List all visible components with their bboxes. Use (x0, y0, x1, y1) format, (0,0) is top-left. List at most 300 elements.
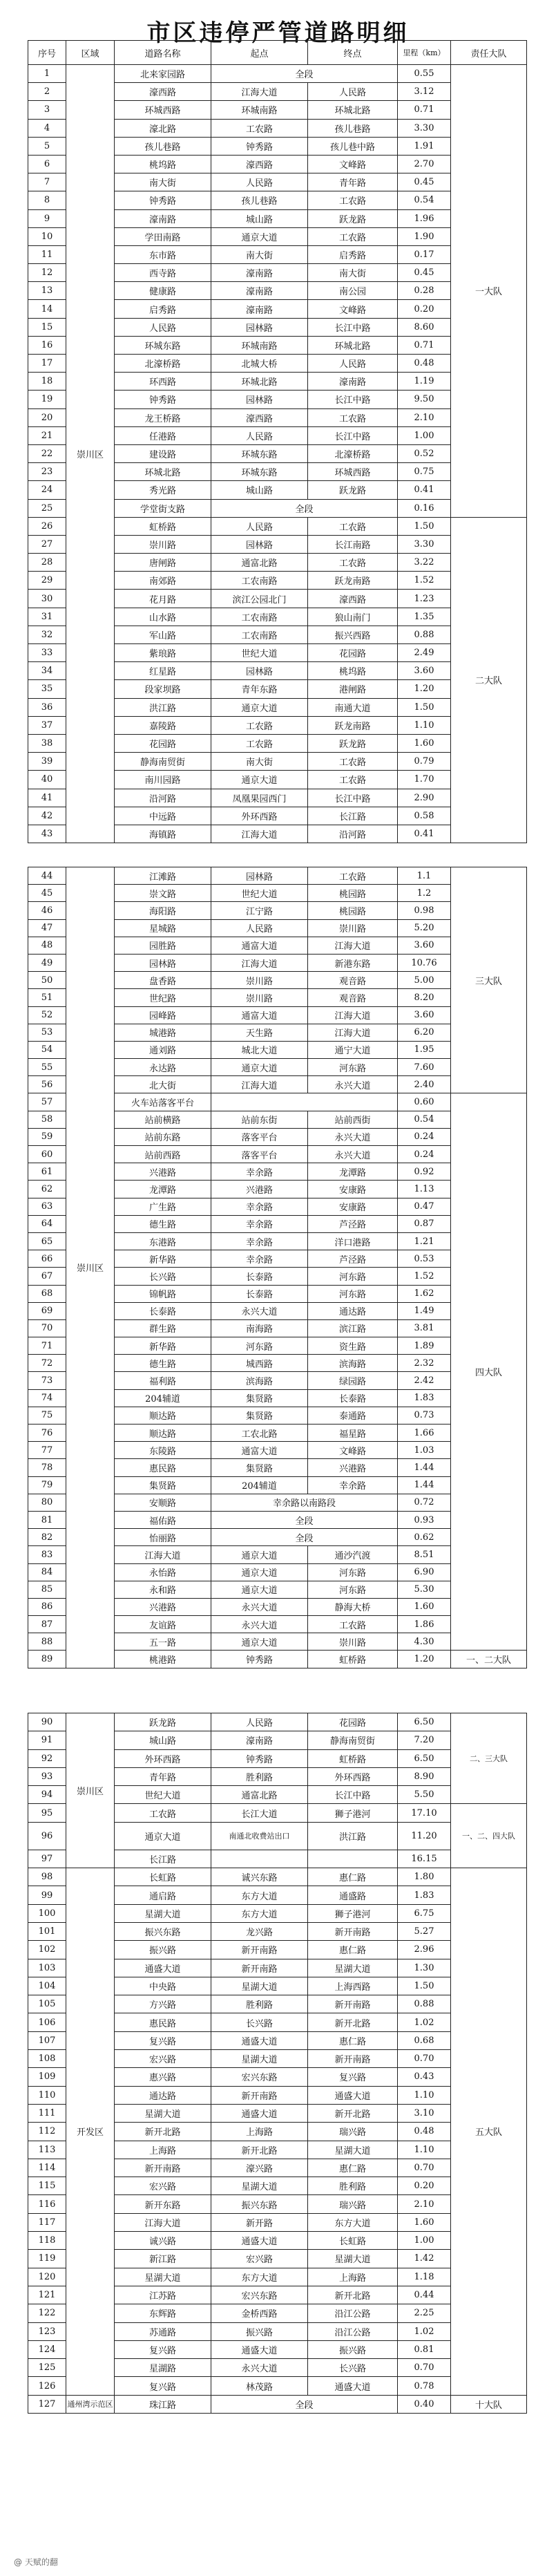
start-point: 新开南路 (211, 1959, 308, 1977)
road-name: 安顺路 (115, 1494, 211, 1511)
start-point: 濠南路 (211, 264, 308, 282)
road-name: 兴港路 (115, 1598, 211, 1615)
end-point: 濠南路 (308, 373, 398, 391)
end-point: 新开南路 (308, 1995, 398, 2013)
end-point: 洪江路 (308, 1822, 398, 1850)
row-number: 124 (28, 2340, 66, 2358)
road-name: 江滩路 (115, 867, 211, 885)
start-point: 振兴东路 (211, 2195, 308, 2213)
row-number: 42 (28, 807, 66, 825)
mileage: 0.58 (398, 807, 451, 825)
mileage: 0.55 (398, 65, 451, 83)
end-point: 惠仁路 (308, 1868, 398, 1886)
row-number: 122 (28, 2304, 66, 2322)
start-point: 凤凰果园西门 (211, 789, 308, 807)
start-point: 世纪大道 (211, 644, 308, 662)
row-number: 94 (28, 1786, 66, 1804)
team-cell: 一大队 (451, 65, 527, 518)
road-name: 人民路 (115, 318, 211, 336)
start-point: 新开南路 (211, 1941, 308, 1959)
row-number: 37 (28, 716, 66, 734)
row-number: 106 (28, 2013, 66, 2031)
mileage: 2.10 (398, 408, 451, 426)
end-point: 胜利路 (308, 2177, 398, 2195)
end-point: 河东路 (308, 1268, 398, 1285)
mileage: 3.30 (398, 119, 451, 137)
end-point: 惠仁路 (308, 2031, 398, 2049)
column-header: 序号 (28, 41, 66, 65)
row-number: 81 (28, 1511, 66, 1528)
row-number: 70 (28, 1319, 66, 1337)
road-name: 启秀路 (115, 300, 211, 318)
end-point: 长江中路 (308, 789, 398, 807)
row-number: 91 (28, 1731, 66, 1749)
mileage: 0.52 (398, 444, 451, 462)
row-number: 69 (28, 1302, 66, 1319)
road-name: 崇文路 (115, 885, 211, 902)
row-number: 109 (28, 2068, 66, 2086)
mileage: 7.60 (398, 1059, 451, 1076)
row-number: 89 (28, 1651, 66, 1668)
mileage: 1.10 (398, 716, 451, 734)
end-point: 狮子港河 (308, 1804, 398, 1822)
end-point: 安康路 (308, 1198, 398, 1215)
row-number: 53 (28, 1024, 66, 1041)
row-number: 63 (28, 1198, 66, 1215)
end-point: 长兴路 (308, 2359, 398, 2377)
start-point: 濠西路 (211, 155, 308, 173)
end-point: 站前西街 (308, 1111, 398, 1128)
road-name: 龙潭路 (115, 1181, 211, 1198)
start-point: 全段 (211, 1511, 398, 1528)
start-point: 通富大道 (211, 1442, 308, 1459)
row-number: 117 (28, 2213, 66, 2231)
road-name: 复兴路 (115, 2340, 211, 2358)
table-row (28, 1868, 527, 1886)
road-name: 珠江路 (115, 2395, 211, 2413)
start-point (211, 1850, 308, 1868)
team-cell: 三大队 (451, 867, 527, 1093)
end-point: 新开南路 (308, 1922, 398, 1940)
area-cell: 开发区 (66, 1868, 115, 2396)
road-name: 学堂街支路 (115, 499, 211, 517)
mileage: 0.28 (398, 282, 451, 300)
end-point: 芦泾路 (308, 1215, 398, 1232)
mileage: 0.43 (398, 2068, 451, 2086)
row-number: 39 (28, 753, 66, 771)
road-name: 南郊路 (115, 572, 211, 590)
row-number: 44 (28, 867, 66, 885)
row-number: 104 (28, 1977, 66, 1995)
mileage: 0.41 (398, 825, 451, 843)
road-name: 军山路 (115, 626, 211, 643)
end-point: 通盛大道 (308, 2377, 398, 2395)
road-name: 环城西路 (115, 101, 211, 119)
row-number: 108 (28, 2050, 66, 2068)
end-point: 环城西路 (308, 463, 398, 481)
start-point: 集贤路 (211, 1389, 308, 1407)
road-name: 北濠桥路 (115, 355, 211, 373)
row-number: 64 (28, 1215, 66, 1232)
start-point: 钟秀路 (211, 137, 308, 155)
row-number: 113 (28, 2141, 66, 2159)
start-point: 落客平台 (211, 1128, 308, 1145)
mileage: 1.60 (398, 1598, 451, 1615)
start-point: 全段 (211, 499, 398, 517)
end-point: 观音路 (308, 989, 398, 1006)
end-point: 青年路 (308, 173, 398, 191)
row-number: 6 (28, 155, 66, 173)
road-name: 花月路 (115, 590, 211, 608)
end-point: 滨海路 (308, 1355, 398, 1372)
mileage: 1.44 (398, 1476, 451, 1494)
end-point: 瑞兴路 (308, 2123, 398, 2141)
mileage: 0.88 (398, 1995, 451, 2013)
end-point: 振兴路 (308, 2340, 398, 2358)
road-name: 桃坞路 (115, 155, 211, 173)
row-number: 125 (28, 2359, 66, 2377)
row-number: 38 (28, 734, 66, 752)
start-point: 通京大道 (211, 1581, 308, 1598)
end-point: 工农路 (308, 227, 398, 245)
start-point: 宏兴东路 (211, 2068, 308, 2086)
road-name: 龙王桥路 (115, 408, 211, 426)
mileage: 8.20 (398, 989, 451, 1006)
end-point: 孩儿巷中路 (308, 137, 398, 155)
road-name: 友谊路 (115, 1616, 211, 1633)
road-name: 建设路 (115, 444, 211, 462)
end-point: 长江路 (308, 807, 398, 825)
start-point: 通富北路 (211, 554, 308, 572)
start-point: 通京大道 (211, 698, 308, 716)
start-point: 环城东路 (211, 444, 308, 462)
mileage: 0.41 (398, 481, 451, 499)
end-point: 工农路 (308, 554, 398, 572)
row-number: 17 (28, 355, 66, 373)
road-name: 园峰路 (115, 1006, 211, 1024)
end-point: 通沙汽渡 (308, 1546, 398, 1563)
row-number: 88 (28, 1633, 66, 1651)
row-number: 80 (28, 1494, 66, 1511)
mileage: 0.75 (398, 463, 451, 481)
end-point: 长泰路 (308, 1389, 398, 1407)
area-cell: 崇川区 (66, 867, 115, 1668)
row-number: 75 (28, 1407, 66, 1424)
road-name: 环西路 (115, 373, 211, 391)
start-point: 集贤路 (211, 1407, 308, 1424)
start-point: 通富北路 (211, 1786, 308, 1804)
mileage: 1.21 (398, 1232, 451, 1250)
mileage: 5.00 (398, 972, 451, 989)
row-number: 7 (28, 173, 66, 191)
road-name: 火车站落客平台 (115, 1093, 211, 1111)
end-point: 兴港路 (308, 1459, 398, 1476)
mileage: 0.73 (398, 1407, 451, 1424)
start-point (211, 1093, 398, 1111)
row-number: 58 (28, 1111, 66, 1128)
end-point: 复兴路 (308, 2068, 398, 2086)
road-name: 福利路 (115, 1372, 211, 1389)
start-point: 通京大道 (211, 1546, 308, 1563)
row-number: 99 (28, 1886, 66, 1904)
row-number: 127 (28, 2395, 66, 2413)
mileage: 2.49 (398, 644, 451, 662)
end-point: 静海南贸街 (308, 1731, 398, 1749)
start-point: 集贤路 (211, 1459, 308, 1476)
mileage: 0.71 (398, 336, 451, 354)
road-name: 集贤路 (115, 1476, 211, 1494)
end-point: 资生路 (308, 1337, 398, 1355)
road-name: 环城北路 (115, 463, 211, 481)
road-name: 通达路 (115, 2086, 211, 2104)
start-point: 园林路 (211, 535, 308, 553)
road-name: 盘香路 (115, 972, 211, 989)
road-name: 北大街 (115, 1076, 211, 1093)
mileage: 1.49 (398, 1302, 451, 1319)
mileage: 6.75 (398, 1904, 451, 1922)
row-number: 19 (28, 391, 66, 408)
mileage: 6.20 (398, 1024, 451, 1041)
road-name: 园林路 (115, 954, 211, 971)
row-number: 68 (28, 1285, 66, 1302)
column-header: 道路名称 (115, 41, 211, 65)
road-name: 广生路 (115, 1198, 211, 1215)
start-point: 人民路 (211, 517, 308, 535)
mileage: 1.02 (398, 2013, 451, 2031)
start-point: 钟秀路 (211, 1651, 308, 1668)
row-number: 100 (28, 1904, 66, 1922)
mileage: 1.83 (398, 1389, 451, 1407)
table-section-2 (28, 867, 526, 1668)
row-number: 33 (28, 644, 66, 662)
column-header: 责任大队 (451, 41, 527, 65)
row-number: 27 (28, 535, 66, 553)
team-cell: 四大队 (451, 1093, 527, 1651)
road-name: 中央路 (115, 1977, 211, 1995)
row-number: 50 (28, 972, 66, 989)
row-number: 49 (28, 954, 66, 971)
area-cell: 崇川区 (66, 1713, 115, 1868)
end-point: 濠西路 (308, 590, 398, 608)
mileage: 1.2 (398, 885, 451, 902)
end-point: 狮子港河 (308, 1904, 398, 1922)
row-number: 57 (28, 1093, 66, 1111)
road-name: 振兴东路 (115, 1922, 211, 1940)
row-number: 86 (28, 1598, 66, 1615)
end-point: 虹桥路 (308, 1651, 398, 1668)
road-name: 桃港路 (115, 1651, 211, 1668)
row-number: 13 (28, 282, 66, 300)
road-name: 江海大道 (115, 1546, 211, 1563)
row-number: 120 (28, 2268, 66, 2286)
start-point: 城山路 (211, 209, 308, 227)
start-point: 永兴大道 (211, 1598, 308, 1615)
team-cell: 二、三大队 (451, 1713, 527, 1804)
road-name: 诚兴路 (115, 2232, 211, 2250)
row-number: 118 (28, 2232, 66, 2250)
end-point: 文峰路 (308, 1442, 398, 1459)
start-point: 通富大道 (211, 937, 308, 954)
road-name: 上海路 (115, 2141, 211, 2159)
row-number: 79 (28, 1476, 66, 1494)
end-point: 泰通路 (308, 1407, 398, 1424)
end-point: 振兴西路 (308, 626, 398, 643)
road-name: 濠北路 (115, 119, 211, 137)
end-point: 洋口港路 (308, 1232, 398, 1250)
row-number: 12 (28, 264, 66, 282)
start-point: 东方大道 (211, 1886, 308, 1904)
mileage: 1.35 (398, 608, 451, 626)
row-number: 4 (28, 119, 66, 137)
row-number: 11 (28, 245, 66, 263)
road-name: 惠民路 (115, 1459, 211, 1476)
end-point: 新港东路 (308, 954, 398, 971)
start-point: 园林路 (211, 662, 308, 680)
mileage: 0.98 (398, 902, 451, 919)
row-number: 66 (28, 1250, 66, 1268)
row-number: 78 (28, 1459, 66, 1476)
road-name: 园胜路 (115, 937, 211, 954)
mileage: 1.96 (398, 209, 451, 227)
row-number: 111 (28, 2104, 66, 2122)
road-name: 崇川路 (115, 535, 211, 553)
start-point: 永兴大道 (211, 2359, 308, 2377)
mileage: 5.20 (398, 919, 451, 937)
start-point: 宏兴东路 (211, 2286, 308, 2304)
mileage: 0.70 (398, 2050, 451, 2068)
mileage: 0.53 (398, 1250, 451, 1268)
end-point: 江海大道 (308, 937, 398, 954)
start-point: 204辅道 (211, 1476, 308, 1494)
row-number: 24 (28, 481, 66, 499)
start-point: 通京大道 (211, 771, 308, 789)
row-number: 116 (28, 2195, 66, 2213)
road-name: 世纪大道 (115, 1786, 211, 1804)
road-name: 城港路 (115, 1024, 211, 1041)
road-name: 群生路 (115, 1319, 211, 1337)
start-point: 工农南路 (211, 608, 308, 626)
start-point: 通京大道 (211, 227, 308, 245)
road-name: 静海南贸街 (115, 753, 211, 771)
mileage: 1.50 (398, 698, 451, 716)
start-point: 江宁路 (211, 902, 308, 919)
start-point: 通富大道 (211, 1006, 308, 1024)
end-point (308, 1850, 398, 1868)
row-number: 92 (28, 1749, 66, 1767)
end-point: 福星路 (308, 1425, 398, 1442)
area-cell: 崇川区 (66, 65, 115, 843)
mileage: 0.92 (398, 1163, 451, 1181)
road-name: 红星路 (115, 662, 211, 680)
start-point: 金桥西路 (211, 2304, 308, 2322)
road-name: 惠民路 (115, 2013, 211, 2031)
start-point: 全段 (211, 65, 398, 83)
row-number: 71 (28, 1337, 66, 1355)
row-number: 45 (28, 885, 66, 902)
mileage: 0.68 (398, 2031, 451, 2049)
road-name: 青年路 (115, 1767, 211, 1785)
end-point: 通达路 (308, 1302, 398, 1319)
road-name: 振兴路 (115, 1941, 211, 1959)
end-point: 南通大道 (308, 698, 398, 716)
mileage: 1.00 (398, 2232, 451, 2250)
row-number: 56 (28, 1076, 66, 1093)
end-point: 河东路 (308, 1059, 398, 1076)
end-point: 星湖大道 (308, 2141, 398, 2159)
start-point: 新开北路 (211, 2141, 308, 2159)
row-number: 112 (28, 2123, 66, 2141)
mileage: 0.70 (398, 2159, 451, 2177)
end-point: 永兴大道 (308, 1146, 398, 1163)
end-point: 新开南路 (308, 2050, 398, 2068)
road-name: 孩儿巷路 (115, 137, 211, 155)
road-name: 东辉路 (115, 2304, 211, 2322)
team-cell: 十大队 (451, 2395, 527, 2413)
end-point: 惠仁路 (308, 2159, 398, 2177)
road-table (28, 867, 527, 1668)
mileage: 0.71 (398, 101, 451, 119)
start-point: 南通北收费站出口 (211, 1822, 308, 1850)
row-number: 18 (28, 373, 66, 391)
row-number: 84 (28, 1563, 66, 1581)
road-name: 204辅道 (115, 1389, 211, 1407)
start-point: 通京大道 (211, 1059, 308, 1076)
road-name: 沿河路 (115, 789, 211, 807)
start-point: 星湖大道 (211, 2050, 308, 2068)
start-point: 钟秀路 (211, 1749, 308, 1767)
mileage: 0.54 (398, 191, 451, 209)
road-name: 跃龙路 (115, 1713, 211, 1731)
mileage: 1.03 (398, 1442, 451, 1459)
mileage: 0.70 (398, 2359, 451, 2377)
road-name: 新江路 (115, 2250, 211, 2268)
end-point: 沿江公路 (308, 2322, 398, 2340)
mileage: 2.96 (398, 1941, 451, 1959)
road-name: 星湖大道 (115, 2104, 211, 2122)
mileage: 0.24 (398, 1128, 451, 1145)
end-point: 静海大桥 (308, 1598, 398, 1615)
row-number: 83 (28, 1546, 66, 1563)
road-name: 长虹路 (115, 1868, 211, 1886)
start-point: 幸余路 (211, 1215, 308, 1232)
start-point: 振兴路 (211, 2322, 308, 2340)
row-number: 29 (28, 572, 66, 590)
team-cell: 一、二、四大队 (451, 1804, 527, 1868)
road-name: 新开南路 (115, 2159, 211, 2177)
mileage: 0.62 (398, 1529, 451, 1546)
mileage: 1.19 (398, 373, 451, 391)
end-point: 花园路 (308, 644, 398, 662)
row-number: 126 (28, 2377, 66, 2395)
road-name: 虹桥路 (115, 517, 211, 535)
road-name: 兴港路 (115, 1163, 211, 1181)
row-number: 105 (28, 1995, 66, 2013)
road-name: 环城东路 (115, 336, 211, 354)
road-name: 锦帆路 (115, 1285, 211, 1302)
end-point: 新开北路 (308, 2286, 398, 2304)
mileage: 1.52 (398, 1268, 451, 1285)
end-point: 河东路 (308, 1563, 398, 1581)
road-name: 顺达路 (115, 1407, 211, 1424)
road-name: 苏通路 (115, 2322, 211, 2340)
start-point: 工农北路 (211, 1425, 308, 1442)
start-point: 长泰路 (211, 1285, 308, 1302)
column-header: 起点 (211, 41, 308, 65)
row-number: 110 (28, 2086, 66, 2104)
column-header: 区域 (66, 41, 115, 65)
start-point: 胜利路 (211, 1995, 308, 2013)
mileage: 2.40 (398, 1076, 451, 1093)
